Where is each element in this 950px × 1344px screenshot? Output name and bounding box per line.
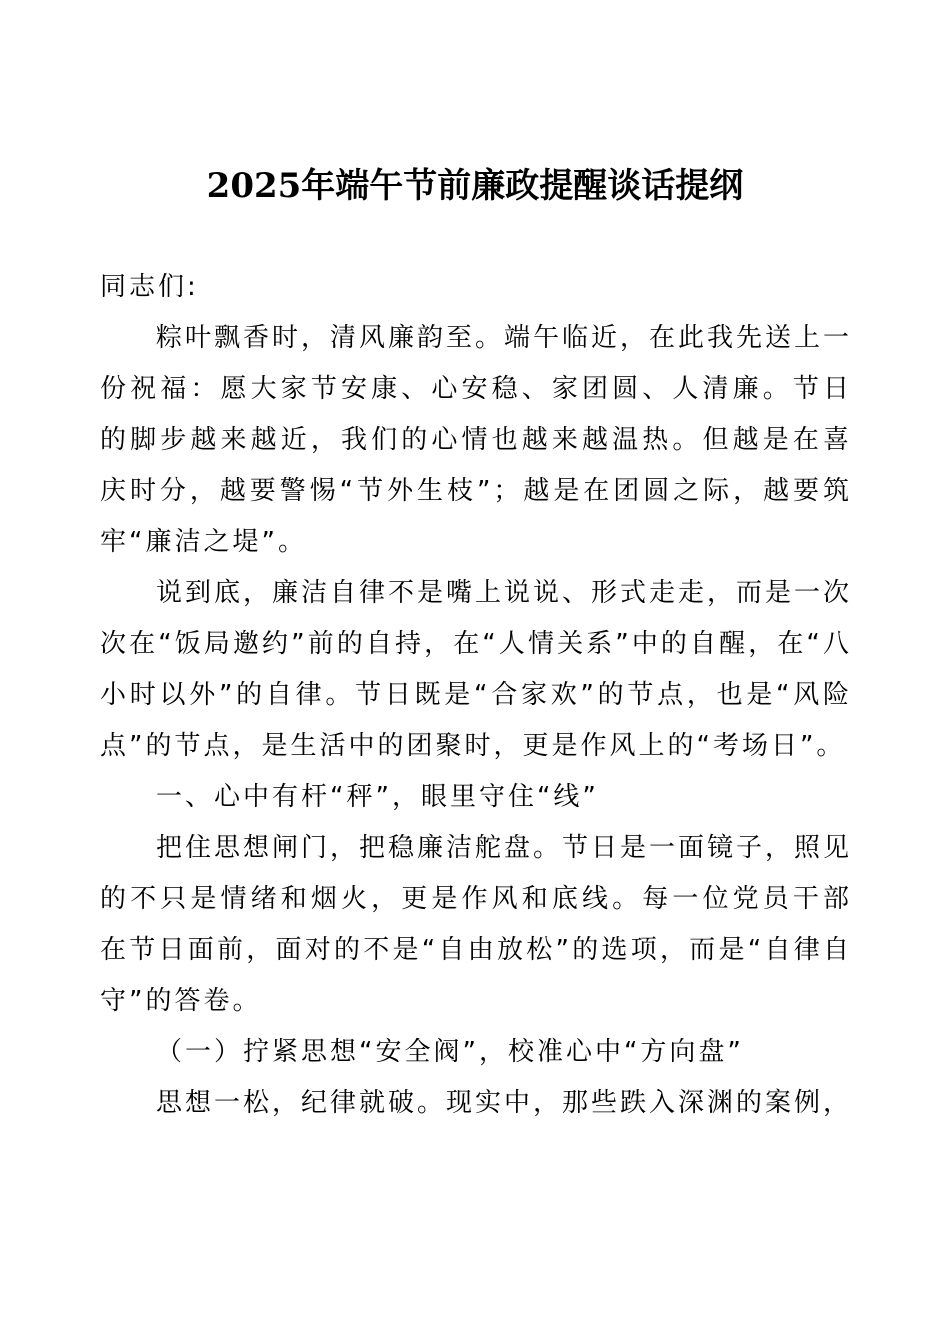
document-title: 2025年端午节前廉政提醒谈话提纲 bbox=[206, 166, 744, 206]
subsection-1-paragraph: 思想一松，纪律就破。现实中，那些跌入深渊的案例， bbox=[156, 1088, 853, 1118]
section-heading-1: 一、心中有杆“秤”，眼里守住“线” bbox=[156, 782, 599, 812]
document-body bbox=[100, 262, 852, 1129]
intro-paragraph-1: 粽叶飘香时，清风廉韵至。端午临近，在此我先送上一份祝福：愿大家节安康、心安稳、家团圆、人清廉。节日的脚步越来越近，我们的心情也越来越温热。但越是在喜庆时分，越要警惕“节外生枝”；越是在团圆之际，越要筑牢“廉洁之堤”。 bbox=[100, 323, 853, 557]
subsection-heading-1: （一）拧紧思想“安全阀”，校准心中“方向盘” bbox=[156, 1037, 744, 1067]
salutation: 同志们: bbox=[100, 272, 199, 302]
intro-paragraph-2: 说到底，廉洁自律不是嘴上说说、形式走走，而是一次次在“饭局邀约”前的自持，在“人情关系”中的自醒，在“八小时以外”的自律。节日既是“合家欢”的节点，也是“风险点”的节点，是生活中的团聚时，更是作风上的“考场日”。 bbox=[100, 578, 853, 761]
section-1-paragraph: 把住思想闸门，把稳廉洁舵盘。节日是一面镜子，照见的不只是情绪和烟火，更是作风和底线。每一位党员干部在节日面前，面对的不是“自由放松”的选项，而是“自律自守”的答卷。 bbox=[100, 833, 853, 1016]
